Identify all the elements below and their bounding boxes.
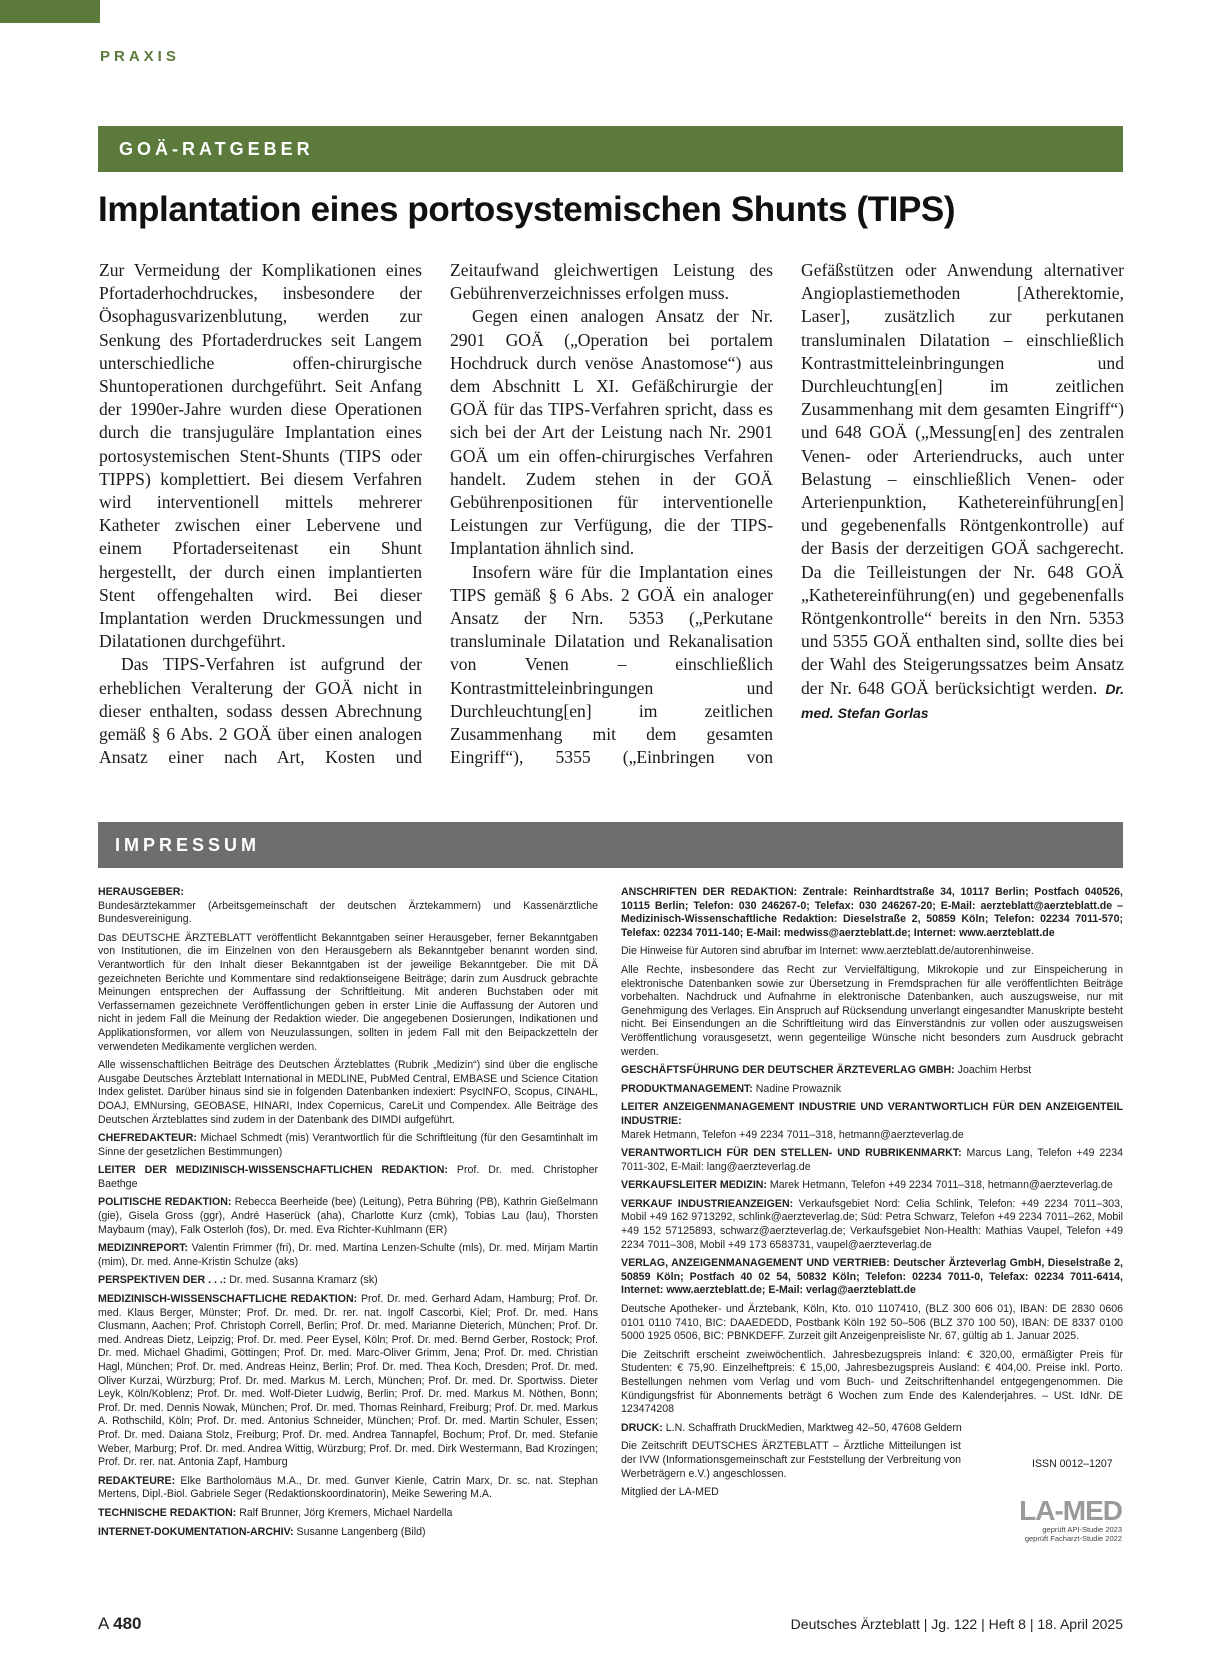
- impressum-label: VERANTWORTLICH FÜR DEN STELLEN- UND RUBRIKENMARKT:: [621, 1147, 962, 1160]
- impressum-entry: [621, 964, 1123, 1059]
- rubric-bar: GOÄ-RATGEBER: [98, 126, 1123, 172]
- impressum-entry: [98, 1164, 598, 1191]
- impressum-bar: IMPRESSUM: [98, 822, 1123, 868]
- article-title: Implantation eines portosystemischen Shunts (TIPS): [98, 190, 956, 229]
- impressum-text: Joachim Herbst: [957, 1064, 1032, 1077]
- lamed-logo-icon: LA-MED: [1019, 1495, 1122, 1526]
- impressum-entry: [621, 1440, 961, 1481]
- impressum-label: POLITISCHE REDAKTION:: [98, 1196, 232, 1209]
- corner-color-tab: [0, 0, 100, 23]
- impressum-entry: [98, 1274, 598, 1288]
- impressum-label: DRUCK:: [621, 1421, 663, 1434]
- impressum-entry: [98, 1526, 598, 1540]
- journal-info: Deutsches Ärzteblatt | Jg. 122 | Heft 8 | 18. April 2025: [790, 1616, 1123, 1632]
- impressum-text: Prof. Dr. med. Christopher Baethge: [98, 1164, 598, 1190]
- impressum-label: VERKAUF INDUSTRIEANZEIGEN:: [621, 1197, 794, 1210]
- impressum-entry: [621, 1257, 1123, 1298]
- impressum-entry: [621, 1101, 1123, 1142]
- impressum-entry: [98, 886, 598, 927]
- page-number: [98, 1614, 142, 1634]
- impressum-label: LEITER DER MEDIZINISCH-WISSENSCHAFTLICHEN REDAKTION:: [98, 1164, 448, 1177]
- article-paragraph: Gegen einen analogen Ansatz der Nr. 2901 GOÄ („Operation bei portalem Hochdruck durch venöse Anastomose“) aus dem Abschnitt L XI. Gefäßchirurgie der GOÄ für das TIPS-Verfahren spricht, dass es sich bei der Art der Leistung nach Nr. 2901 GOÄ um ein offen-chirurgisches Verfahren handelt. Zudem stehen in der GOÄ Gebührenpositionen für interventionelle Leistungen zur Verfügung, die der TIPS-Implantation ähnlich sind.: [450, 306, 773, 559]
- impressum-text: Mitglied der LA-MED: [621, 1486, 719, 1499]
- article-paragraph-text: Insofern wäre für die Implantation eines TIPS gemäß § 6 Abs. 2 GOÄ ein analoger Ansatz der Nrn. 5353 („Perkutane transluminale Dilatation und Rekanalisation von Venen – einschließlich Kontrastmitteleinbringungen und Durchleuchtung[en] im zeitlichen Zusammenhang mit dem gesamten Eingriff“), 5355 („Einbringen von Gefäßstützen oder Anwendung alternativer Angioplastiemethoden [Atherektomie, Laser], zusätzlich zur perkutanen transluminalen Dilatation – einschließlich Kontrastmitteleinbringungen und Durchleuchtung[en] im zeitlichen Zusammenhang mit dem gesamten Eingriff“) und 648 GOÄ („Messung[en] des zentralen Venen- oder Arteriendrucks, auch unter Belastung – einschließlich Venen- oder Arterienpunktion, Kathetereinführung[en] und gegebenenfalls Röntgenkontrolle) auf der Basis der derzeitigen GOÄ sachgerecht. Da die Teilleistungen der Nr. 648 GOÄ „Kathetereinführung(en) und gegebenenfalls Röntgenkontrolle“ bereits in den Nrn. 5353 und 5355 GOÄ enthalten sind, sollte dies bei der Wahl des Steigerungssatzes beim Ansatz der Nr. 648 GOÄ berücksichtigt werden.: [450, 260, 1124, 768]
- impressum-entry: [621, 1422, 1123, 1436]
- impressum-entry: [621, 1198, 1123, 1252]
- impressum-label: CHEFREDAKTEUR:: [98, 1132, 197, 1145]
- impressum-label: VERLAG, ANZEIGENMANAGEMENT UND VERTRIEB: Deutscher Ärzteverlag GmbH, Dieselstraße 2, 50859 Köln; Postfach 40 02 54, 50832 Köln; Telefon: 02234 7011-0, Telefax: 02234 7011-6414, Internet: www.aerzteblatt.de; E-Mail: verlag@aerzteblatt.de: [621, 1257, 1123, 1297]
- impressum-label: MEDIZINISCH-WISSENSCHAFTLICHE REDAKTION:: [98, 1293, 358, 1306]
- impressum-label: PERSPEKTIVEN DER . . .:: [98, 1274, 227, 1287]
- impressum-text: Prof. Dr. med. Gerhard Adam, Hamburg; Prof. Dr. med. Klaus Berger, Münster; Prof. Dr. med. Dr. rer. nat. Ingolf Cascorbi, Kiel; Prof. Dr. med. Hans Clusmann, Aachen; Prof. Christoph Correll, Berlin; Prof. Dr. med. Marianne Dieterich, München; Prof. Dr. med. Andreas Dietz, Leipzig; Prof. Dr. med. Peer Eysel, Köln; Prof. Dr. med. Bernd Gerber, Rostock; Prof. Dr. med. Michael Ghadimi, Göttingen; Prof. Dr. med. Marc-Oliver Grimm, Jena; Prof. Dr. med. Christian Hagl, München; Prof. Dr. med. Andreas Heinz, Berlin; Prof. Dr. med. Thea Koch, Dresden; Prof. Dr. med. Oliver Kurzai, Würzburg; Prof. Dr. med. Markus M. Lerch, München; Prof. Dr. med. Dr. Sportwiss. Dieter Leyk, Köln/Koblenz; Prof. Dr. med. Wolf-Dieter Ludwig, Berlin; Prof. Dr. med. Markus M. Nöthen, Bonn; Prof. Dr. med. Dennis Nowak, München; Prof. Dr. med. Thomas Reinhard, Freiburg; Prof. Dr. med. Markus A. Rothschild, Köln; Prof. Dr. med. Antonius Schneider, München; Prof. Dr. med. Martin Schuler, Essen; Prof. Dr. med. Daiana Stolz, Freiburg; Prof. Dr. med. Andrea Tannapfel, Bochum; Prof. Dr. med. Stefanie Weber, Marburg; Prof. Dr. med. Andrea Wittig, Würzburg; Prof. Dr. med. Dirk Westermann, Bad Krozingen; Prof. Dr. rer. nat. Antonia Zapf, Hamburg: [98, 1293, 598, 1469]
- impressum-entry: [621, 1083, 1123, 1097]
- impressum-entry: [621, 1064, 1123, 1078]
- impressum-label: GESCHÄFTSFÜHRUNG DER DEUTSCHER ÄRZTEVERLAG GMBH:: [621, 1064, 955, 1077]
- lamed-line: geprüft API-Studie 2023: [1042, 1525, 1122, 1534]
- section-label: PRAXIS: [100, 48, 180, 65]
- article-body: [99, 259, 1124, 769]
- impressum-label: VERKAUFSLEITER MEDIZIN:: [621, 1179, 767, 1192]
- impressum-text: Alle Rechte, insbesondere das Recht zur Vervielfältigung, Mikrokopie und zur Einspeicherung in elektronische Datenbanken sowie zur Übersetzung in Fremdsprachen für alle veröffentlichten Beiträge vorbehalten. Nachdruck und Aufnahme in elektronische Datenbanken, auch auszugsweise, nur mit Genehmigung des Verlages. Ein Anspruch auf Rücksendung unverlangt eingesandter Manuskripte besteht nicht. Bei Einsendungen an die Schriftleitung wird das Einverständnis zur vollen oder auszugsweisen Veröffentlichung vorausgesetzt, wenn gegenteilige Wünsche nicht besonders zum Ausdruck gebracht werden.: [621, 963, 1123, 1058]
- impressum-text: Susanne Langenberg (Bild): [296, 1525, 426, 1538]
- impressum-text: Ralf Brunner, Jörg Kremers, Michael Nardella: [239, 1506, 453, 1519]
- author-signature: Dr. med. Stefan Gorlas: [801, 680, 1124, 721]
- impressum-text: Das DEUTSCHE ÄRZTEBLATT veröffentlicht Bekanntgaben seiner Herausgeber, ferner Bekanntgaben von Institutionen, die im Einzelnen von den Herausgebern als Bekanntgeber benannt worden sind. Verantwortlich für den Inhalt dieser Bekanntgaben ist der jeweilige Bekanntgeber. Die mit DÄ gezeichneten Berichte und Kommentare sind redaktionseigene Beiträge; darin zum Ausdruck gebrachte Meinungen entsprechen der Auffassung der Schriftleitung. Mit anderen Buchstaben oder mit Verfassernamen gezeichnete Veröffentlichungen geben in erster Linie die Auffassung der Autoren und nicht in jedem Fall die Meinung der Redaktion wieder. Die angegebenen Dosierungen, Indikationen und Applikationsformen, vor allem von Neuzulassungen, sollten in jedem Fall mit den Beipackzetteln der verwendeten Medikamente verglichen werden.: [98, 931, 598, 1053]
- impressum-label: LEITER ANZEIGENMANAGEMENT INDUSTRIE UND VERANTWORTLICH FÜR DEN ANZEIGENTEIL INDUSTRIE:: [621, 1101, 1123, 1127]
- impressum-right-column: [621, 886, 1123, 1505]
- article-paragraph: Das TIPS-Verfahren ist aufgrund der erheblichen Veralterung der GOÄ nicht in dieser enthalten, sodass dessen Abrechnung gemäß § 6 Abs. 2 GOÄ über einen analogen Ansatz einer nach Art, Kosten und Zeitaufwand gleichwertigen Leistung des Gebührenverzeichnisses erfolgen muss.: [99, 260, 773, 768]
- impressum-label: HERAUSGEBER:: [98, 886, 184, 898]
- impressum-label: TECHNISCHE REDAKTION:: [98, 1506, 237, 1519]
- impressum-label: PRODUKTMANAGEMENT:: [621, 1082, 753, 1095]
- lamed-badge: [1012, 1497, 1122, 1543]
- impressum-text: Deutsche Apotheker- und Ärztebank, Köln, Kto. 010 1107410, (BLZ 300 606 01), IBAN: DE 2830 0606 0101 0110 7410, BIC: DAAEDEDD, Postbank Köln 192 50–506 (BLZ 370 100 50), IBAN: DE 8337 0100 5000 1925 0506, BIC: PBNKDEFF. Zurzeit gilt Anzeigenpreisliste Nr. 67, gültig ab 1. Januar 2025.: [621, 1303, 1123, 1343]
- impressum-entry: [98, 1059, 598, 1127]
- impressum-left-column: [98, 886, 598, 1544]
- impressum-entry: [98, 1242, 598, 1269]
- impressum-entry: [98, 1196, 598, 1237]
- page-number-value: 480: [113, 1614, 142, 1633]
- impressum-text: Bundesärztekammer (Arbeitsgemeinschaft der deutschen Ärztekammern) und Kassenärztliche Bundesvereinigung.: [98, 899, 598, 926]
- impressum-text: Alle wissenschaftlichen Beiträge des Deutschen Ärzteblattes (Rubrik „Medizin“) sind über die englische Ausgabe Deutsches Ärzteblatt International in MEDLINE, PubMed Central, EMBASE und Science Citation Index gelistet. Darüber hinaus sind sie in folgenden Datenbanken indexiert: PsycINFO, Scopus, CINAHL, DOAJ, EMNursing, GEOBASE, HINARI, Index Copernicus, CareLit und Compendex. Alle Beiträge des Deutschen Ärzteblattes sind zudem in der Datenbank des DIMDI aufgeführt.: [98, 1059, 598, 1126]
- impressum-text: L.N. Schaffrath DruckMedien, Marktweg 42–50, 47608 Geldern: [665, 1421, 962, 1434]
- impressum-entry: [98, 1475, 598, 1502]
- impressum-text: Die Zeitschrift erscheint zweiwöchentlich. Jahresbezugspreis Inland: € 320,00, ermäßigter Preis für Studenten: € 75,90. Einzelheftpreis: € 15,00, Jahresbezugspreis Ausland: € 404,00. Preise inkl. Porto. Bestellungen nehmen vom Verlag und vom Buch- und Zeitschriftenhandel entgegengenommen. Die Kündigungsfrist für Abonnements beträgt 6 Wochen zum Ende des Kalenderjahres. – USt. IdNr. DE 123474208: [621, 1348, 1123, 1416]
- impressum-entry: [621, 1303, 1123, 1344]
- impressum-text: Marcus Lang, Telefon +49 2234 7011-302, E-Mail: lang@aerzteverlag.de: [621, 1147, 1123, 1173]
- impressum-entry: [98, 1507, 598, 1521]
- impressum-text: Rebecca Beerheide (bee) (Leitung), Petra Bühring (PB), Kathrin Gießelmann (gie), Gisela Gross (ggr), André Haserück (aha), Charlotte Kurz (cmk), Tobias Lau (lau), Thorsten Maybaum (may), Falk Osterloh (fos), Dr. med. Eva Richter-Kuhlmann (ER): [98, 1196, 599, 1236]
- impressum-text: Elke Bartholomäus M.A., Dr. med. Gunver Kienle, Catrin Marx, Dr. sc. nat. Stephan Mertens, Dipl.-Biol. Gabriele Seger (Redaktionskoordinatorin), Meike Sewering M.A.: [98, 1474, 598, 1501]
- impressum-text: Marek Hetmann, Telefon +49 2234 7011–318, hetmann@aerzteverlag.de: [621, 1128, 964, 1141]
- impressum-entry: [98, 1293, 598, 1470]
- impressum-label: MEDIZINREPORT:: [98, 1242, 189, 1255]
- article-paragraph: Zur Vermeidung der Komplikationen eines Pfortaderhochdruckes, insbesondere der Ösophagusvarizenblutung, werden zur Senkung des Pfortaderdruckes seit Langem unterschiedliche offen-chirurgische Shuntoperationen durchgeführt. Seit Anfang der 1990er-Jahre wurden diese Operationen durch die transjuguläre Implantation eines portosystemischen Stent-Shunts (TIPS oder TIPPS) komplettiert. Bei diesem Verfahren wird interventionell mittels mehrerer Katheter zwischen einer Lebervene und einem Pfortaderseitenast ein Shunt hergestellt, der durch einen implantierten Stent offengehalten wird. Bei dieser Implantation werden Druckmessungen und Dilatationen durchgeführt.: [99, 260, 422, 652]
- impressum-text: Nadine Prowaznik: [755, 1082, 842, 1095]
- impressum-label: REDAKTEURE:: [98, 1474, 176, 1487]
- impressum-text: Michael Schmedt (mis) Verantwortlich für die Schriftleitung (für den Gesamtinhalt im Sinne der gesetzlichen Bestimmungen): [98, 1132, 598, 1158]
- impressum-label: ANSCHRIFTEN DER REDAKTION: Zentrale: Reinhardtstraße 34, 10117 Berlin; Postfach 040526, 10115 Berlin; Telefon: 030 246267-0; Telefax: 030 246267-20; E-Mail: aerzteblatt@aerzteblatt.de – Medizinisch-Wissenschaftliche Redaktion: Dieselstraße 2, 50859 Köln; Telefon: 02234 7011-570; Telefax: 02234 7011-140; E-Mail: medwiss@aerzteblatt.de; Internet: www.aerzteblatt.de: [621, 886, 1123, 939]
- issn-number: ISSN 0012–1207: [1032, 1458, 1113, 1470]
- impressum-label: INTERNET-DOKUMENTATION-ARCHIV:: [98, 1525, 294, 1538]
- impressum-entry: [98, 1132, 598, 1159]
- impressum-text: Dr. med. Susanna Kramarz (sk): [229, 1274, 378, 1287]
- impressum-entry: [621, 1147, 1123, 1174]
- impressum-text: Die Hinweise für Autoren sind abrufbar im Internet: www.aerzteblatt.de/autorenhinweise.: [621, 945, 1034, 958]
- lamed-line: geprüft Facharzt-Studie 2022: [1024, 1534, 1122, 1543]
- page-prefix: A: [98, 1614, 109, 1633]
- impressum-text: Marek Hetmann, Telefon +49 2234 7011–318, hetmann@aerzteverlag.de: [769, 1179, 1113, 1192]
- impressum-entry: [621, 945, 1123, 959]
- impressum-text: Valentin Frimmer (fri), Dr. med. Martina Lenzen-Schulte (mls), Dr. med. Mirjam Martin (mim), Dr. med. Anne-Kristin Schulze (aks): [98, 1242, 598, 1268]
- impressum-entry: [98, 932, 598, 1054]
- impressum-entry: [621, 886, 1123, 940]
- impressum-text: Verkaufsgebiet Nord: Celia Schlink, Telefon: +49 2234 7011–303, Mobil +49 162 9713292, schlink@aerzteverlag.de; Süd: Petra Schwarz, Telefon +49 2234 7011–262, Mobil +49 152 57125893, schwarz@aerzteverlag.de; Verkaufsgebiet Non-Health: Mathias Vaupel, Telefon +49 2234 7011–308, Mobil +49 173 6583731, vaupel@aerzteverlag.de: [621, 1197, 1123, 1251]
- impressum-entry: [621, 1349, 1123, 1417]
- impressum-text: Die Zeitschrift DEUTSCHES ÄRZTEBLATT – Ärztliche Mitteilungen ist der IVW (Informationsgemeinschaft zur Feststellung der Verbreitung von Werbeträgern e.V.) angeschlossen.: [621, 1440, 961, 1480]
- impressum-entry: [621, 1179, 1123, 1193]
